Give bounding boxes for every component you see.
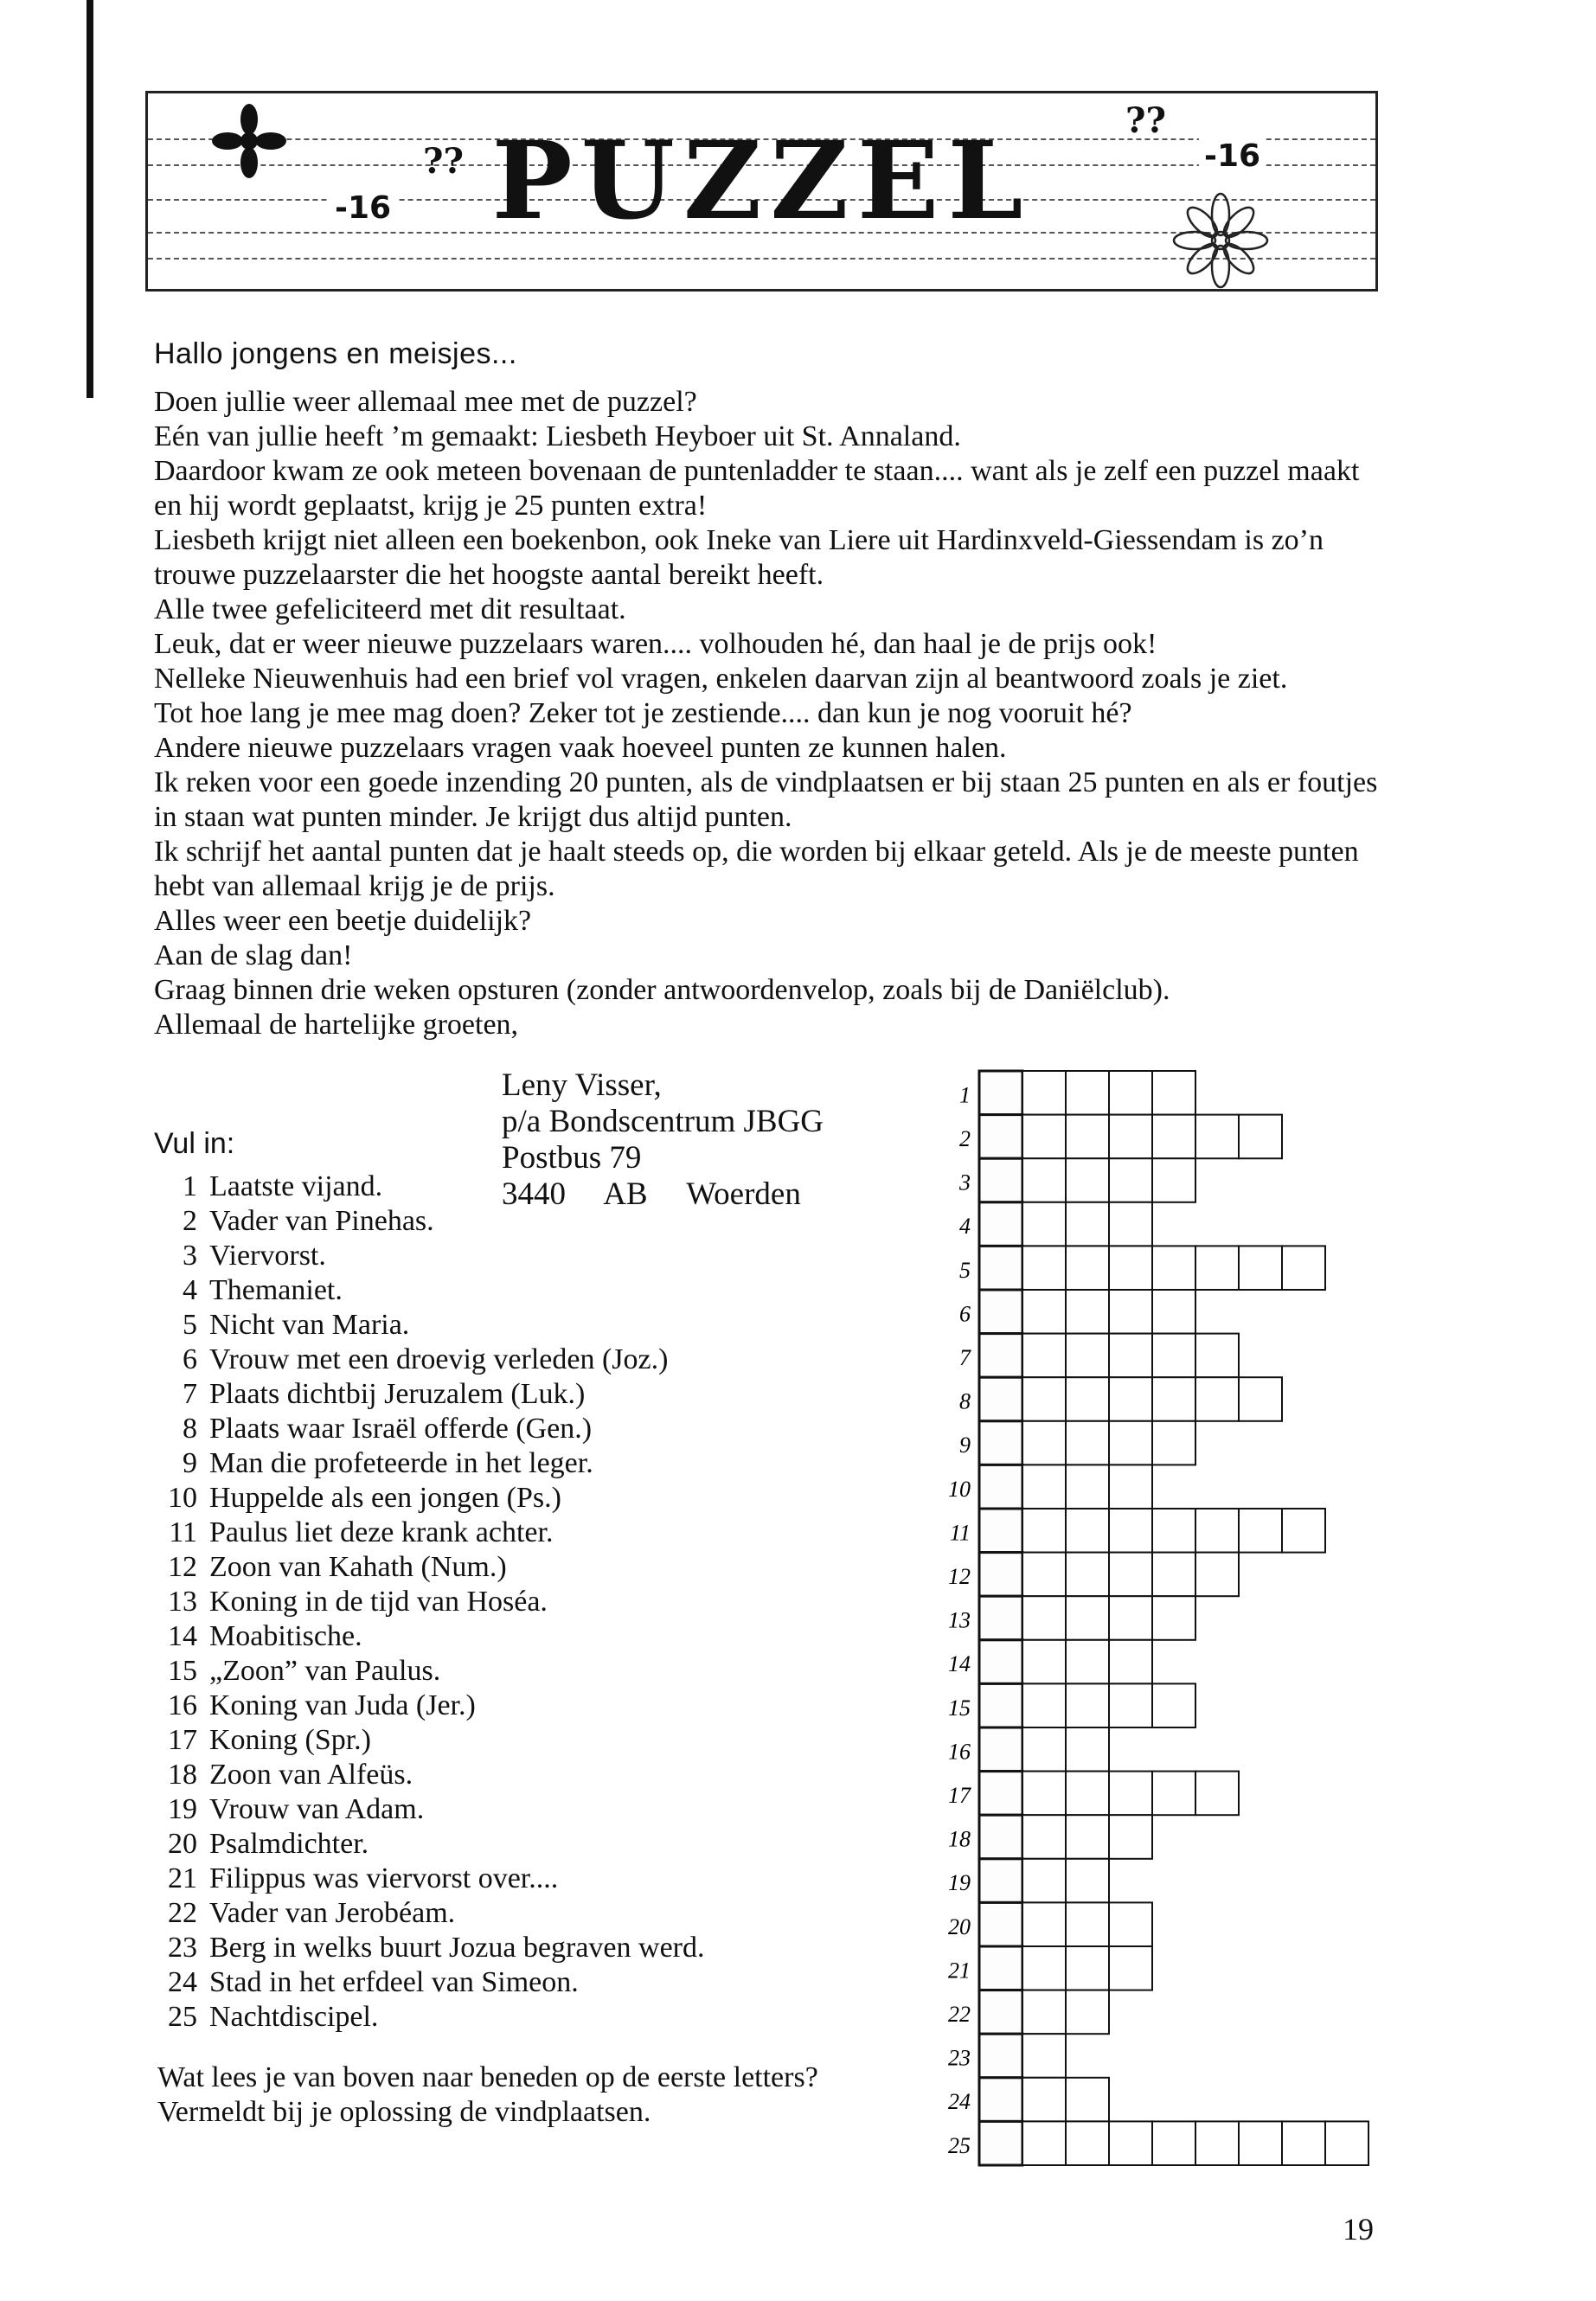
clue-number: 20 (168, 1828, 197, 1860)
grid-row-label: 5 (959, 1257, 971, 1283)
grid-cell[interactable] (1022, 1727, 1066, 1772)
grid-cell[interactable] (1066, 1859, 1109, 1903)
grid-row-label: 20 (948, 1913, 971, 1939)
intro-paragraph: Graag binnen drie weken opsturen (zonder antwoordenvelop, zoals bij de Daniëlclub). (154, 974, 1170, 1006)
grid-row-label: 16 (948, 1739, 971, 1765)
outro-question: Wat lees je van boven naar beneden op de eerste letters? (157, 2061, 818, 2093)
grid-first-letter-cell[interactable] (979, 2121, 1022, 2165)
clue-item (154, 1481, 705, 1516)
grid-first-letter-cell[interactable] (979, 1815, 1022, 1859)
banner-number-left: -16 (330, 190, 396, 226)
grid-cell[interactable] (1066, 1815, 1109, 1859)
clue-number: 22 (168, 1897, 197, 1929)
clue-heading: Vul in: (154, 1127, 235, 1160)
clue-number: 4 (183, 1274, 197, 1306)
grid-cell[interactable] (1022, 1377, 1066, 1421)
grid-cell[interactable] (1152, 1071, 1195, 1115)
grid-cell[interactable] (1022, 1859, 1066, 1903)
grid-first-letter-cell[interactable] (979, 1071, 1022, 1115)
grid-cell[interactable] (1109, 1509, 1152, 1553)
clue-text: Koning van Juda (Jer.) (209, 1689, 476, 1721)
intro-paragraph: Aan de slag dan! (154, 939, 353, 971)
intro-text (154, 385, 1382, 1042)
grid-cell[interactable] (1066, 1902, 1109, 1946)
outro-instruction: Vermeldt bij je oplossing de vindplaatsen. (157, 2096, 651, 2128)
clue-item (154, 1412, 705, 1446)
grid-cell[interactable] (1239, 2121, 1282, 2165)
question-marks-left: ?? (423, 141, 464, 182)
clue-number: 6 (183, 1343, 197, 1375)
grid-cell[interactable] (1239, 1246, 1282, 1290)
grid-cell[interactable] (1022, 2121, 1066, 2165)
grid-cell[interactable] (1152, 2121, 1195, 2165)
grid-cell[interactable] (1152, 1246, 1195, 1290)
intro-paragraph: Eén van jullie heeft ’m gemaakt: Liesbeth Heyboer uit St. Annaland. (154, 420, 961, 452)
grid-cell[interactable] (1195, 2121, 1239, 2165)
grid-cell[interactable] (1022, 1158, 1066, 1202)
grid-row-label: 23 (948, 2045, 971, 2071)
grid-cell[interactable] (1066, 1727, 1109, 1772)
clue-number: 24 (168, 1966, 197, 1998)
grid-cell[interactable] (1195, 1553, 1239, 1597)
intro-paragraph: Alles weer een beetje duidelijk? (154, 905, 532, 937)
grid-row-label: 6 (959, 1301, 971, 1327)
clue-item (154, 2000, 705, 2035)
grid-cell[interactable] (1066, 1158, 1109, 1202)
grid-cell[interactable] (1195, 1509, 1239, 1553)
grid-cell[interactable] (1152, 1421, 1195, 1465)
page-number: 19 (1343, 2212, 1374, 2247)
grid-cell[interactable] (1066, 1683, 1109, 1727)
grid-cell[interactable] (1022, 1902, 1066, 1946)
grid-cell[interactable] (1282, 1246, 1325, 1290)
clue-text: Psalmdichter. (209, 1828, 369, 1860)
grid-first-letter-cell[interactable] (979, 1421, 1022, 1465)
clue-number: 21 (168, 1862, 197, 1894)
grid-cell[interactable] (1152, 1334, 1195, 1378)
clue-item (154, 1585, 705, 1619)
grid-first-letter-cell[interactable] (979, 1727, 1022, 1772)
grid-first-letter-cell[interactable] (979, 1290, 1022, 1334)
clue-text: Man die profeteerde in het leger. (209, 1447, 593, 1479)
grid-cell[interactable] (1022, 1990, 1066, 2035)
grid-cell[interactable] (1066, 1465, 1109, 1509)
grid-cell[interactable] (1066, 1421, 1109, 1465)
clue-number: 10 (168, 1482, 197, 1514)
grid-row-label: 7 (959, 1345, 971, 1371)
address-org: p/a Bondscentrum JBGG (502, 1104, 824, 1139)
grid-first-letter-cell[interactable] (979, 1465, 1022, 1509)
grid-row-label: 9 (959, 1433, 971, 1458)
grid-cell[interactable] (1109, 1683, 1152, 1727)
grid-cell[interactable] (1022, 1946, 1066, 1990)
grid-first-letter-cell[interactable] (979, 1202, 1022, 1247)
puzzle-grid (900, 1064, 1384, 2180)
clue-item (154, 1516, 705, 1550)
clue-text: Vrouw met een droevig verleden (Joz.) (209, 1343, 669, 1375)
grid-cell[interactable] (1109, 1290, 1152, 1334)
clue-item (154, 1896, 705, 1931)
grid-cell[interactable] (1022, 1553, 1066, 1597)
clue-number: 16 (168, 1689, 197, 1721)
grid-cell[interactable] (1195, 1246, 1239, 1290)
grid-cell[interactable] (1022, 1246, 1066, 1290)
grid-first-letter-cell[interactable] (979, 2078, 1022, 2122)
grid-row-label: 8 (959, 1388, 971, 1414)
clue-item (154, 1273, 705, 1308)
clue-number: 17 (168, 1724, 197, 1756)
grid-cell[interactable] (1109, 1815, 1152, 1859)
grid-row-label: 3 (959, 1170, 971, 1195)
grid-first-letter-cell[interactable] (979, 1509, 1022, 1553)
grid-cell[interactable] (1109, 1246, 1152, 1290)
intro-paragraph: Alle twee gefeliciteerd met dit resultaat. (154, 593, 626, 625)
clue-text: Koning (Spr.) (209, 1724, 371, 1756)
clue-item (154, 1827, 705, 1862)
intro-paragraph: Doen jullie weer allemaal mee met de puzzel? (154, 386, 697, 418)
clue-text: Laatste vijand. (209, 1170, 383, 1202)
grid-row-label: 17 (948, 1783, 971, 1809)
clue-text: Plaats waar Israël offerde (Gen.) (209, 1413, 593, 1445)
clue-number: 3 (183, 1240, 197, 1272)
clue-number: 1 (183, 1170, 197, 1202)
clue-text: Nachtdiscipel. (209, 2001, 379, 2033)
grid-first-letter-cell[interactable] (979, 1902, 1022, 1946)
clue-number: 9 (183, 1447, 197, 1479)
clue-text: „Zoon” van Paulus. (209, 1655, 441, 1687)
grid-row-label: 1 (959, 1082, 971, 1108)
grid-first-letter-cell[interactable] (979, 1772, 1022, 1816)
grid-cell[interactable] (1152, 1158, 1195, 1202)
grid-cell[interactable] (1066, 1246, 1109, 1290)
grid-cell[interactable] (1152, 1553, 1195, 1597)
intro-paragraph: Ik reken voor een goede inzending 20 punten, als de vindplaatsen er bij staan 25 punten en als er foutjes in staan wat punten minder. Je krijgt dus altijd punten. (154, 766, 1378, 833)
grid-cell[interactable] (1282, 2121, 1325, 2165)
clue-number: 15 (168, 1655, 197, 1687)
clue-item (154, 1689, 705, 1723)
puzzle-grid-svg (900, 1064, 1384, 2180)
grid-cell[interactable] (1066, 1990, 1109, 2035)
grid-cell[interactable] (1022, 1772, 1066, 1816)
grid-first-letter-cell[interactable] (979, 1377, 1022, 1421)
clue-text: Vrouw van Adam. (209, 1793, 425, 1825)
clue-text: Vader van Pinehas. (209, 1205, 434, 1237)
address-postbus: Postbus 79 (502, 1140, 642, 1176)
clue-text: Paulus liet deze krank achter. (209, 1516, 554, 1548)
address-name: Leny Visser, (502, 1067, 662, 1103)
grid-cell[interactable] (1282, 1509, 1325, 1553)
grid-cell[interactable] (1152, 1115, 1195, 1159)
grid-row-label: 22 (948, 2002, 971, 2028)
grid-first-letter-cell[interactable] (979, 1246, 1022, 1290)
clue-item (154, 1308, 705, 1343)
page-spine-bar (87, 0, 93, 398)
clue-item (154, 1654, 705, 1689)
grid-first-letter-cell[interactable] (979, 1158, 1022, 1202)
clue-text: Themaniet. (209, 1274, 343, 1306)
grid-cell[interactable] (1109, 1553, 1152, 1597)
clue-item (154, 1792, 705, 1827)
grid-cell[interactable] (1109, 1377, 1152, 1421)
grid-cell[interactable] (1022, 2078, 1066, 2122)
grid-cell[interactable] (1109, 1202, 1152, 1247)
grid-cell[interactable] (1195, 1377, 1239, 1421)
clue-item (154, 1965, 705, 2000)
intro-paragraph: Leuk, dat er weer nieuwe puzzelaars waren.... volhouden hé, dan haal je de prijs ook! (154, 628, 1157, 660)
clue-text: Huppelde als een jongen (Ps.) (209, 1482, 561, 1514)
clue-number: 8 (183, 1413, 197, 1445)
grid-cell[interactable] (1066, 1772, 1109, 1816)
clue-item (154, 1170, 705, 1204)
grid-row-label: 4 (959, 1214, 971, 1240)
intro-paragraph: Ik schrijf het aantal punten dat je haalt steeds op, die worden bij elkaar geteld. Als je de meeste punten hebt van allemaal krijg je de prijs. (154, 836, 1359, 902)
clue-number: 18 (168, 1759, 197, 1791)
grid-cell[interactable] (1152, 1772, 1195, 1816)
grid-cell[interactable] (1022, 1815, 1066, 1859)
grid-first-letter-cell[interactable] (979, 1683, 1022, 1727)
clue-item (154, 1931, 705, 1965)
clue-item (154, 1446, 705, 1481)
grid-cell[interactable] (1022, 1683, 1066, 1727)
grid-first-letter-cell[interactable] (979, 1553, 1022, 1597)
grid-cell[interactable] (1066, 1202, 1109, 1247)
clue-text: Zoon van Kahath (Num.) (209, 1551, 507, 1583)
grid-row-label: 10 (948, 1476, 971, 1502)
clue-item (154, 1377, 705, 1412)
clue-item (154, 1550, 705, 1585)
clue-text: Vader van Jerobéam. (209, 1897, 456, 1929)
clue-number: 13 (168, 1586, 197, 1618)
grid-row-label: 13 (948, 1607, 971, 1633)
grid-cell[interactable] (1239, 1115, 1282, 1159)
clue-number: 19 (168, 1793, 197, 1825)
clue-number: 12 (168, 1551, 197, 1583)
grid-cell[interactable] (1022, 1596, 1066, 1640)
grid-row-label: 12 (948, 1564, 971, 1590)
grid-cell[interactable] (1109, 1946, 1152, 1990)
grid-cell[interactable] (1109, 2121, 1152, 2165)
clue-text: Plaats dichtbij Jeruzalem (Luk.) (209, 1378, 586, 1410)
grid-cell[interactable] (1195, 1115, 1239, 1159)
grid-cell[interactable] (1152, 1683, 1195, 1727)
grid-cell[interactable] (1066, 2078, 1109, 2122)
grid-cell[interactable] (1066, 1640, 1109, 1684)
clue-number: 11 (169, 1516, 197, 1548)
clue-text: Moabitische. (209, 1620, 362, 1652)
grid-first-letter-cell[interactable] (979, 1640, 1022, 1684)
grid-cell[interactable] (1022, 1465, 1066, 1509)
grid-first-letter-cell[interactable] (979, 1990, 1022, 2035)
grid-first-letter-cell[interactable] (979, 1596, 1022, 1640)
grid-cell[interactable] (1066, 1377, 1109, 1421)
clue-text: Koning in de tijd van Hoséa. (209, 1586, 548, 1618)
intro-paragraph: Daardoor kwam ze ook meteen bovenaan de puntenladder te staan.... want als je zelf een puzzel maakt en hij wordt geplaatst, krijg je 25 punten extra! (154, 455, 1360, 522)
grid-row-label: 2 (959, 1126, 971, 1152)
clue-item (154, 1343, 705, 1377)
grid-cell[interactable] (1109, 1334, 1152, 1378)
grid-cell[interactable] (1152, 1290, 1195, 1334)
grid-cell[interactable] (1066, 1115, 1109, 1159)
grid-cell[interactable] (1195, 1334, 1239, 1378)
intro-paragraph: Andere nieuwe puzzelaars vragen vaak hoeveel punten ze kunnen halen. (154, 732, 1007, 764)
clue-text: Nicht van Maria. (209, 1309, 410, 1341)
grid-cell[interactable] (1022, 1421, 1066, 1465)
grid-row-label: 14 (948, 1651, 971, 1677)
grid-cell[interactable] (1109, 1421, 1152, 1465)
clue-number: 2 (183, 1205, 197, 1237)
clue-text: Berg in welks buurt Jozua begraven werd. (209, 1932, 705, 1964)
clue-list (154, 1170, 705, 2035)
grid-cell[interactable] (1066, 1071, 1109, 1115)
clue-number: 25 (168, 2001, 197, 2033)
grid-cell[interactable] (1022, 1290, 1066, 1334)
intro-paragraph: Liesbeth krijgt niet alleen een boekenbon, ook Ineke van Liere uit Hardinxveld-Giessendam is zo’n trouwe puzzelaarster die het hoogste aantal bereikt heeft. (154, 524, 1324, 591)
clue-item (154, 1204, 705, 1239)
clue-item (154, 1723, 705, 1758)
grid-cell[interactable] (1022, 1071, 1066, 1115)
grid-cell[interactable] (1066, 1509, 1109, 1553)
banner-title: PUZZEL (491, 119, 1032, 244)
grid-first-letter-cell[interactable] (979, 2034, 1022, 2078)
clue-text: Stad in het erfdeel van Simeon. (209, 1966, 579, 1998)
clue-item (154, 1239, 705, 1273)
daisy-icon (1169, 189, 1272, 292)
grid-row-label: 21 (948, 1958, 971, 1984)
address-city: 3440 AB Woerden (502, 1176, 801, 1212)
clue-text: Zoon van Alfeüs. (209, 1759, 413, 1791)
grid-row-label: 18 (948, 1826, 971, 1852)
grid-cell[interactable] (1066, 1334, 1109, 1378)
intro-paragraph: Allemaal de hartelijke groeten, (154, 1009, 519, 1041)
grid-cell[interactable] (1195, 1772, 1239, 1816)
grid-cell[interactable] (1325, 2121, 1368, 2165)
grid-cell[interactable] (1152, 1596, 1195, 1640)
grid-first-letter-cell[interactable] (979, 1859, 1022, 1903)
question-marks-right: ?? (1125, 100, 1166, 141)
grid-cell[interactable] (1022, 2034, 1066, 2078)
grid-cell[interactable] (1066, 1596, 1109, 1640)
grid-cell[interactable] (1152, 1509, 1195, 1553)
grid-cell[interactable] (1022, 1334, 1066, 1378)
clue-item (154, 1619, 705, 1654)
grid-cell[interactable] (1239, 1377, 1282, 1421)
grid-cell[interactable] (1022, 1115, 1066, 1159)
grid-cell[interactable] (1109, 1596, 1152, 1640)
grid-first-letter-cell[interactable] (979, 1115, 1022, 1159)
clue-item (154, 1758, 705, 1792)
grid-cell[interactable] (1109, 1902, 1152, 1946)
grid-cell[interactable] (1109, 1465, 1152, 1509)
grid-row-label: 19 (948, 1870, 971, 1896)
grid-cell[interactable] (1022, 1202, 1066, 1247)
clue-number: 7 (183, 1378, 197, 1410)
clue-text: Filippus was viervorst over.... (209, 1862, 559, 1894)
grid-cell[interactable] (1022, 1640, 1066, 1684)
grid-first-letter-cell[interactable] (979, 1334, 1022, 1378)
grid-cell[interactable] (1109, 1071, 1152, 1115)
clue-item (154, 1862, 705, 1896)
clue-text: Viervorst. (209, 1240, 326, 1272)
grid-cell[interactable] (1109, 1640, 1152, 1684)
banner-number-right: -16 (1199, 138, 1266, 174)
outro-text (157, 2061, 901, 2130)
grid-cell[interactable] (1066, 1290, 1109, 1334)
greeting: Hallo jongens en meisjes... (154, 337, 517, 370)
clue-number: 23 (168, 1932, 197, 1964)
grid-cell[interactable] (1109, 1772, 1152, 1816)
grid-row-label: 24 (948, 2089, 971, 2115)
grid-cell[interactable] (1022, 1509, 1066, 1553)
intro-paragraph: Tot hoe lang je mee mag doen? Zeker tot je zestiende.... dan kun je nog vooruit hé? (154, 697, 1132, 729)
clue-number: 14 (168, 1620, 197, 1652)
grid-first-letter-cell[interactable] (979, 1946, 1022, 1990)
grid-cell[interactable] (1066, 1553, 1109, 1597)
intro-paragraph: Nelleke Nieuwenhuis had een brief vol vragen, enkelen daarvan zijn al beantwoord zoals je ziet. (154, 663, 1288, 695)
grid-row-label: 15 (948, 1695, 971, 1721)
grid-cell[interactable] (1152, 1377, 1195, 1421)
grid-row-label: 25 (948, 2132, 971, 2158)
grid-cell[interactable] (1239, 1509, 1282, 1553)
clue-number: 5 (183, 1309, 197, 1341)
grid-row-label: 11 (949, 1520, 971, 1546)
grid-cell[interactable] (1066, 1946, 1109, 1990)
puzzle-banner (145, 91, 1378, 292)
grid-cell[interactable] (1109, 1115, 1152, 1159)
grid-cell[interactable] (1066, 2121, 1109, 2165)
grid-cell[interactable] (1109, 1158, 1152, 1202)
